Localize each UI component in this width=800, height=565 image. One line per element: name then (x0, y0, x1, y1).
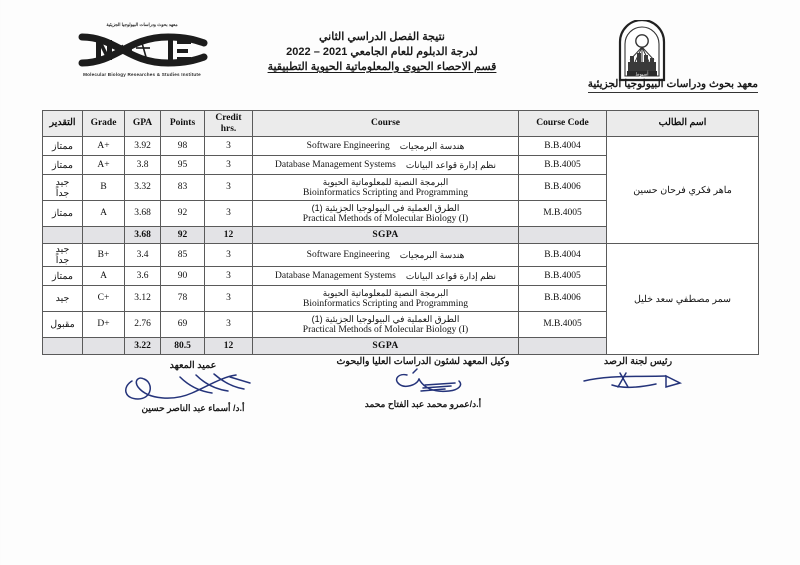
sgpa-spacer-grade (83, 338, 125, 355)
cell-gpa: 3.6 (125, 267, 161, 286)
sgpa-points: 92 (161, 227, 205, 244)
signature-vice-dean-role: وكيل المعهد لشئون الدراسات العليا والبحوث (336, 356, 510, 367)
cell-gpa: 3.4 (125, 244, 161, 267)
cell-grade: C+ (83, 286, 125, 312)
signature-dean-name: أ.د/ أسماء عبد الناصر حسين (141, 403, 245, 413)
svg-text:أسيوط: أسيوط (635, 71, 649, 77)
course-name-ar: هندسة البرمجيات (399, 140, 465, 151)
cell-points: 92 (161, 201, 205, 227)
cell-course-code: B.B.4005 (519, 267, 607, 286)
signature-vice-dean (318, 356, 528, 410)
course-name-en: Software Engineering (306, 140, 390, 151)
column-header-gpa: GPA (125, 111, 161, 137)
course-name-ar: هندسة البرمجيات (399, 249, 465, 260)
university-emblem-icon (616, 20, 668, 82)
credit-label-line2: hrs. (220, 123, 237, 134)
cell-student-name: سمر مصطفي سعد خليل (607, 244, 759, 355)
sgpa-spacer-code (519, 227, 607, 244)
sgpa-credit-hours: 12 (205, 227, 253, 244)
document-title (232, 30, 532, 75)
cell-points: 78 (161, 286, 205, 312)
course-name-ar: الطرق العملية في البيولوجيا الجزيئية (1) (311, 313, 460, 324)
cell-points: 83 (161, 175, 205, 201)
signature-committee-head (548, 356, 728, 399)
cell-course-code: B.B.4006 (519, 286, 607, 312)
cell-credit-hours: 3 (205, 137, 253, 156)
signature-dean (108, 360, 278, 414)
cell-student-name: ماهر فكري فرحان حسين (607, 137, 759, 244)
cell-course-code: B.B.4004 (519, 244, 607, 267)
course-name-en: Bioinformatics Scripting and Programming (303, 298, 468, 309)
cell-credit-hours: 3 (205, 312, 253, 338)
signature-block (0, 356, 800, 436)
cell-credit-hours: 3 (205, 175, 253, 201)
column-header-taqdir: التقدير (43, 111, 83, 137)
cell-course (253, 267, 519, 286)
cell-taqdir: ممتاز (43, 156, 83, 175)
cell-points: 90 (161, 267, 205, 286)
institute-name: معهد بحوث ودراسات البيولوجيا الجزيئية (588, 78, 758, 93)
sgpa-gpa: 3.68 (125, 227, 161, 244)
document-header (0, 0, 800, 92)
cell-grade: A+ (83, 156, 125, 175)
sgpa-spacer-taqdir (43, 227, 83, 244)
cell-course-code: M.B.4005 (519, 312, 607, 338)
cell-credit-hours: 3 (205, 156, 253, 175)
cell-course (253, 201, 519, 227)
cell-gpa: 3.32 (125, 175, 161, 201)
signature-dean-role: عميد المعهد (169, 360, 217, 371)
cell-credit-hours: 3 (205, 267, 253, 286)
table-header-row (43, 111, 759, 137)
taqdir-line1: جيد (55, 244, 70, 255)
cell-taqdir: ممتاز (43, 267, 83, 286)
column-header-student-name: اسم الطالب (607, 111, 759, 137)
course-name-en: Software Engineering (306, 249, 390, 260)
cell-course (253, 286, 519, 312)
cell-taqdir: ممتاز (43, 137, 83, 156)
cell-gpa: 3.12 (125, 286, 161, 312)
signature-dean-ink (108, 371, 278, 403)
cell-course-code: B.B.4005 (519, 156, 607, 175)
cell-points: 69 (161, 312, 205, 338)
cell-grade: A+ (83, 137, 125, 156)
course-name-en: Database Management Systems (275, 159, 396, 170)
taqdir-line2: جداً (55, 255, 70, 266)
title-line-2: لدرجة الدبلوم للعام الجامعي 2021 – 2022 (286, 46, 478, 58)
cell-taqdir (43, 175, 83, 201)
sgpa-spacer-grade (83, 227, 125, 244)
taqdir-line2: جداً (55, 187, 70, 199)
course-name-en: Database Management Systems (275, 270, 396, 281)
cell-gpa: 3.68 (125, 201, 161, 227)
cell-points: 98 (161, 137, 205, 156)
cell-course (253, 312, 519, 338)
cell-grade: A (83, 267, 125, 286)
sgpa-gpa: 3.22 (125, 338, 161, 355)
sgpa-label: SGPA (253, 227, 519, 244)
cell-course-code: M.B.4005 (519, 201, 607, 227)
cell-taqdir: مقبول (43, 312, 83, 338)
sgpa-label: SGPA (253, 338, 519, 355)
cell-course (253, 244, 519, 267)
column-header-course: Course (253, 111, 519, 137)
course-name-ar: نظم إدارة قواعد البيانات (405, 159, 496, 170)
cell-gpa: 3.8 (125, 156, 161, 175)
taqdir-line1: جيد (55, 176, 70, 188)
cell-credit-hours: 3 (205, 201, 253, 227)
column-header-course-code: Course Code (519, 111, 607, 137)
results-table (42, 110, 759, 355)
signature-vice-dean-name: أ.د/عمرو محمد عبد الفتاح محمد (364, 399, 482, 409)
sgpa-credit-hours: 12 (205, 338, 253, 355)
sgpa-spacer-taqdir (43, 338, 83, 355)
course-name-ar: البرمجة النصية للمعلوماتية الحيوية (322, 176, 449, 187)
cell-course-code: B.B.4004 (519, 137, 607, 156)
cell-grade: D+ (83, 312, 125, 338)
column-header-credit-hours (205, 111, 253, 137)
institute-logo-left (72, 22, 212, 88)
cell-course-code: B.B.4006 (519, 175, 607, 201)
signature-committee-head-ink (548, 367, 728, 399)
title-line-3: قسم الاحصاء الحيوى والمعلوماتية الحيوية التطبيقية (267, 61, 497, 73)
column-header-grade: Grade (83, 111, 125, 137)
cell-grade: B+ (83, 244, 125, 267)
cell-course (253, 175, 519, 201)
course-name-ar: نظم إدارة قواعد البيانات (405, 270, 496, 281)
dna-helix-icon (72, 28, 212, 72)
table-row (43, 137, 759, 156)
title-line-1: نتيجة الفصل الدراسي الثاني (319, 31, 445, 43)
cell-points: 85 (161, 244, 205, 267)
cell-credit-hours: 3 (205, 244, 253, 267)
cell-taqdir (43, 244, 83, 267)
cell-points: 95 (161, 156, 205, 175)
sgpa-spacer-code (519, 338, 607, 355)
cell-grade: A (83, 201, 125, 227)
course-name-en: Bioinformatics Scripting and Programming (303, 187, 468, 198)
sgpa-points: 80.5 (161, 338, 205, 355)
cell-course (253, 156, 519, 175)
cell-course (253, 137, 519, 156)
signature-vice-dean-ink (318, 367, 528, 399)
course-name-en: Practical Methods of Molecular Biology (I) (302, 324, 469, 335)
left-logo-caption-arabic: معهد بحوث ودراسات البيولوجيا الجزيئية (106, 22, 178, 27)
table-row (43, 244, 759, 267)
course-name-en: Practical Methods of Molecular Biology (I) (302, 213, 469, 224)
column-header-points: Points (161, 111, 205, 137)
cell-taqdir: جيد (43, 286, 83, 312)
signature-committee-head-role: رئيس لجنة الرصد (603, 356, 673, 367)
cell-gpa: 2.76 (125, 312, 161, 338)
results-table-container (42, 110, 758, 355)
cell-gpa: 3.92 (125, 137, 161, 156)
left-logo-caption-english: Molecular Biology Researches & Studies Institute (83, 72, 201, 77)
table-body (43, 137, 759, 355)
course-name-ar: البرمجة النصية للمعلوماتية الحيوية (322, 287, 449, 298)
cell-grade: B (83, 175, 125, 201)
course-name-ar: الطرق العملية في البيولوجيا الجزيئية (1) (311, 202, 460, 213)
cell-taqdir: ممتاز (43, 201, 83, 227)
cell-credit-hours: 3 (205, 286, 253, 312)
credit-label-line1: Credit (215, 112, 242, 123)
